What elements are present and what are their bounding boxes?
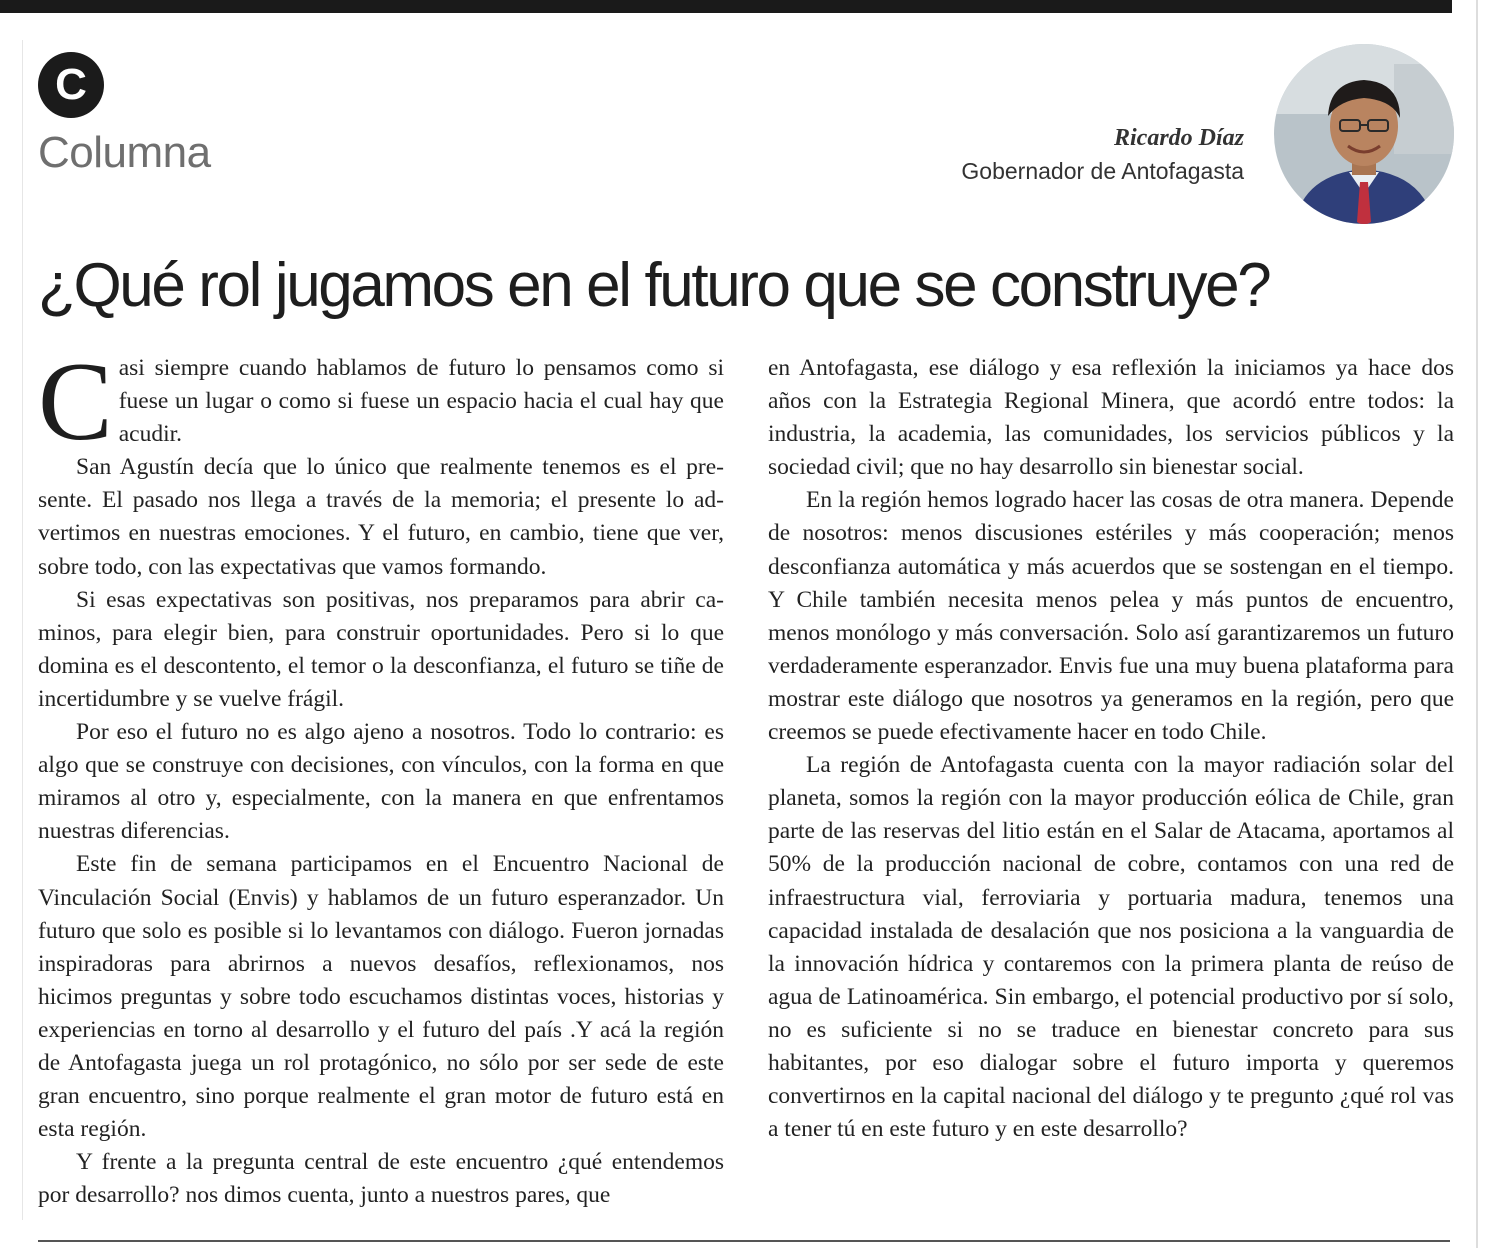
author-name: Ricardo Díaz [1113, 125, 1244, 151]
author-role: Gobernador de Antofagasta [961, 158, 1244, 184]
author-block [961, 122, 1244, 188]
article-paragraph: en Antofagasta, ese diálogo y esa reflexión la iniciamos ya hace dos años con la Estrategia Regional Minera, que acordó entre todos: la industria, la academia, las comunidades, los servicios públicos y la sociedad civil; que no hay desarrollo sin bienestar social. [768, 355, 1454, 481]
section-badge: C [38, 52, 104, 118]
article-paragraph: La región de Antofagasta cuenta con la mayor radiación solar del planeta, somos la región con la mayor producción eólica de Chile, gran parte de las reservas del litio están en el Salar de Atacama, aportamos al 50% de la producción nacional de cobre, contamos con una red de infraestructura vial, ferroviaria y portuaria madura, tenemos una capacidad instalada de desalación que nos posiciona a la vanguardia de la innovación hídrica y contaremos con la primera planta de reúso de agua de Latinoamérica. Sin embargo, el potencial productivo por sí solo, no es suficiente si no se traduce en bienestar concreto para sus habitantes, por eso dialogar sobre el futuro importa y queremos convertirnos en la capital nacional del diálogo y te pregunto ¿qué rol vas a tener tú en este futuro y en este desarrollo? [768, 752, 1454, 1143]
top-rule [0, 0, 1452, 13]
article-paragraph: Este fin de semana participamos en el Encuentro Nacional de Vinculación Social (Envis) y hablamos de un futuro esperanzador. Un futuro que solo es posible si lo levantamos con diálogo. Fueron jornadas inspiradoras para abrirnos a nuevos desafíos, reflexionamos, nos hicimos preguntas y sobre todo escuchamos distintas voces, historias y experiencias en torno al desarrollo y el futuro del país .Y acá la región de Antofagasta juega un rol protagónico, no sólo por ser sede de este gran encuentro, sino porque realmente el gran motor de futuro está en esta región. [38, 851, 724, 1143]
article-paragraph: Si esas expectativas son positivas, nos preparamos para abrir caminos, para elegir bien, para construir oportunidades. Pero si lo que domina es el descontento, el temor o la desconfianza, el futuro se tiñe de incertidumbre y se vuelve frágil. [38, 586, 724, 712]
article-paragraph: En la región hemos logrado hacer las cosas de otra manera. Depende de nosotros: menos discusiones estériles y más cooperación; menos desconfianza automática y más acuerdos que se sostengan en el tiempo. Y Chile también necesita menos pelea y más puntos de encuentro, menos monólogo y más conversación. Solo así garantizaremos un futuro verdaderamente esperanzador. Envis fue una muy buena plataforma para mostrar este diálogo que nosotros ya generamos en la región, pero que creemos se puede efectivamente hacer en todo Chile. [768, 487, 1454, 746]
article-column-right [768, 352, 1454, 1146]
paragraph-text: asi siempre cuando hablamos de futuro lo pensamos como si fuese un lugar o como si fuese un espacio hacia el cual hay que acudir. [118, 355, 724, 448]
bottom-rule [38, 1240, 1450, 1242]
page-edge [1476, 0, 1478, 1248]
article-paragraph: Por eso el futuro no es algo ajeno a nosotros. Todo lo contrario: es algo que se construye con decisiones, con vínculos, con la forma en que miramos al otro y, especialmente, con la manera en que enfrentamos nuestras diferencias. [38, 719, 724, 845]
article-paragraph [38, 340, 724, 464]
drop-cap: C [38, 340, 113, 464]
left-margin-rule [22, 40, 23, 1220]
section-label: Columna [38, 128, 211, 177]
article-paragraph: Y frente a la pregunta central de este encuentro ¿qué entendemos por desarrollo? nos dimos cuenta, junto a nuestros pares, que [38, 1149, 724, 1209]
headline: ¿Qué rol jugamos en el futuro que se construye? [38, 251, 1270, 320]
author-photo [1274, 44, 1454, 224]
article-paragraph: San Agustín decía que lo único que realmente tenemos es el presente. El pasado nos llega a través de la memoria; el presente lo advertimos en nuestras emociones. Y el futuro, en cambio, tiene que ver, sobre todo, con las expectativas que vamos formando. [38, 454, 724, 580]
article-column-left [38, 340, 724, 1212]
